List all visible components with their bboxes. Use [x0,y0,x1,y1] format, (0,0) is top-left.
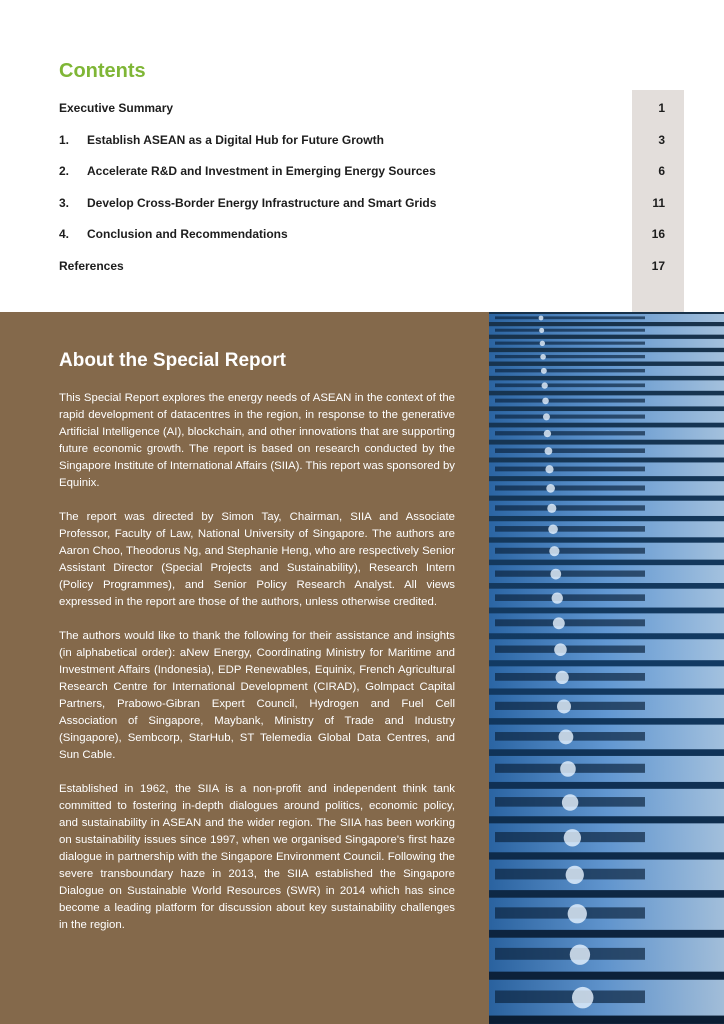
toc-item-number: 4. [59,227,70,242]
status-light [553,617,565,629]
status-light [539,328,544,333]
server-units [489,314,724,1024]
status-light [568,904,587,923]
status-light [552,592,563,603]
toc-item-title: Establish ASEAN as a Digital Hub for Future Growth [87,132,384,147]
status-light [548,524,558,534]
about-paragraph: The authors would like to thank the following for their assistance and insights (in alphabetical order): aNew Energy, Coordinating Ministry for Maritime and Investment Affairs (Indonesia), EDP Renewables, Equinix, French Agricultural Research Centre for International Development (CIRAD), Golmpact Capital Partners, Prabowo-Gibran Expert Council, Hydrogen and Fuel Cell Association of Singapore, Maybank, Ministry of Trade and Industry (Singapore), Sembcorp, StarHub, ST Telemedia Global Data Centres, and Sun Cable. [59,630,455,761]
status-light [570,944,590,964]
toc-item-title: Accelerate R&D and Investment in Emerging Energy Sources [87,164,436,179]
status-light [539,316,544,321]
toc-item-number: 3. [59,195,70,210]
drive-bay [495,594,645,601]
status-light [542,398,549,405]
drive-bay [495,467,645,472]
toc-item[interactable] [59,130,665,162]
toc-item[interactable] [59,224,665,256]
status-light [572,987,593,1008]
status-light [545,465,553,473]
status-light [541,368,547,374]
toc-item[interactable] [59,98,665,130]
status-light [550,569,561,580]
toc-item-page: 1 [658,101,665,115]
toc-item-title: Executive Summary [59,101,174,115]
about-paragraph: Established in 1962, the SIIA is a non-profit and independent think tank committed to fostering in-depth dialogues around politics, economic policy, and sustainability in ASEAN and the wider region. The SIIA has been working on sustainability issues since 1997, when we organised Singapore's first haze dialogue in partnership with the Singapore Environment Council. Following the severe transboundary haze in 2013, the SIIA established the Singapore Dialogue on Sustainable World Resources (SWR) in 2014 which has since become a leading platform for discussion about key sustainability challenges in the region. [59,783,455,931]
drive-bay [495,431,645,435]
toc-item-page: 6 [658,164,665,179]
status-light [543,413,550,420]
about-heading: About the Special Report [59,350,286,371]
drive-bay [495,505,645,510]
toc-item[interactable] [59,161,665,193]
table-of-contents [59,98,665,288]
drive-bay [495,673,645,681]
status-light [562,794,578,810]
status-light [540,341,545,346]
toc-item-title: Conclusion and Recommendations [87,227,288,242]
status-light [545,447,553,455]
drive-bay [495,329,645,332]
drive-bay [495,485,645,490]
drive-bay [495,342,645,345]
drive-bay [495,571,645,577]
status-light [546,484,555,493]
toc-item-page: 17 [651,258,665,273]
toc-item-title: References [59,258,124,273]
status-light [557,699,571,713]
status-light [549,546,559,556]
drive-bay [495,526,645,532]
toc-item[interactable] [59,256,665,288]
drive-bay [495,316,645,319]
drive-bay [495,415,645,419]
status-light [556,671,569,684]
contents-heading: Contents [59,60,146,82]
drive-bay [495,369,645,372]
status-light [540,354,546,360]
drive-bay [495,355,645,358]
toc-item-page: 16 [651,227,665,242]
toc-item-number: 2. [59,164,70,179]
status-light [542,382,548,388]
drive-bay [495,990,645,1003]
toc-item-title: Develop Cross-Border Energy Infrastructure and Smart Grids [87,195,437,210]
drive-bay [495,399,645,403]
status-light [559,730,574,745]
status-light [547,504,556,513]
toc-item-number: 1. [59,132,70,147]
about-body [59,390,455,951]
toc-item-page: 3 [658,132,665,147]
status-light [564,829,581,846]
about-section [0,312,489,1024]
drive-bay [495,548,645,554]
drive-bay [495,646,645,653]
toc-item-page: 11 [652,195,665,210]
status-light [566,866,584,884]
about-paragraph: This Special Report explores the energy needs of ASEAN in the context of the rapid development of datacentres in the region, in response to the generative Artificial Intelligence (AI), blockchain, and other innovations that are supporting future economic growth. The report is based on research conducted by the Singapore Institute of International Affairs (SIIA). This report was sponsored by Equinix. [59,392,455,489]
drive-bay [495,448,645,453]
status-light [560,761,576,777]
server-rack-photo [489,312,724,1024]
status-light [554,643,567,656]
status-light [544,430,551,437]
drive-bay [495,619,645,626]
drive-bay [495,383,645,387]
toc-item[interactable] [59,193,665,225]
about-paragraph: The report was directed by Simon Tay, Chairman, SIIA and Associate Professor, Faculty of Law, National University of Singapore. The authors are Aaron Choo, Theodorus Ng, and Stephanie Heng, who are respectively Senior Assistant Director (Special Projects and Sustainability), Research Intern (Policy Programmes), and Senior Policy Research Analyst. All views expressed in the report are those of the authors, unless otherwise credited. [59,511,455,608]
